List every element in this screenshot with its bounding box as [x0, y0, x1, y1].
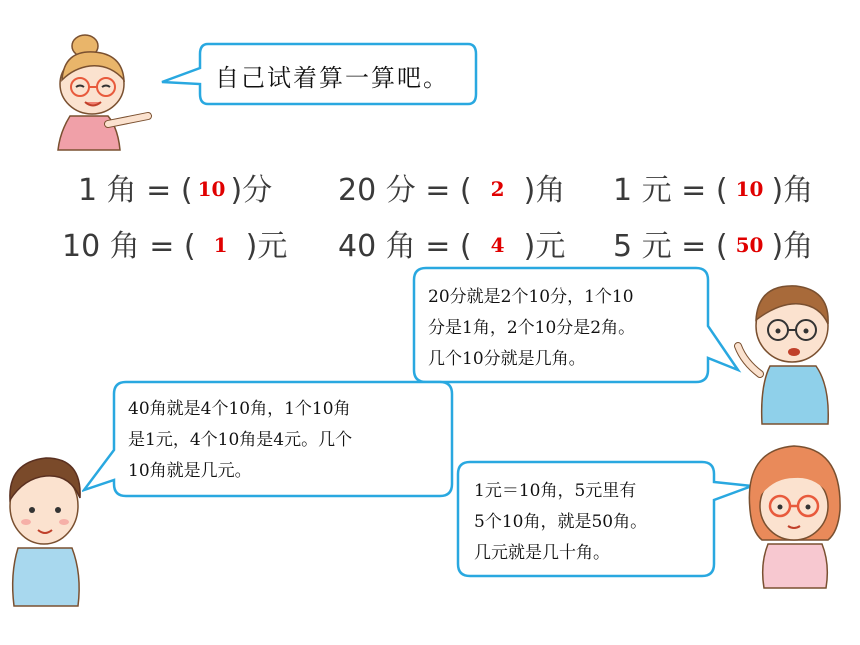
answer-value: 50	[735, 233, 764, 257]
bubble-line: 几元就是几十角。	[474, 543, 610, 563]
bubble-line: 分是1角，2个10分是2角。	[428, 318, 636, 338]
bubble-line: 10角就是几元。	[128, 461, 252, 481]
answer-value: 1	[213, 233, 228, 257]
answer-value: 10	[197, 177, 226, 201]
girl-with-bun-illustration	[50, 32, 160, 152]
bubble-line: 1元＝10角，5元里有	[474, 481, 637, 501]
boy-illustration	[0, 448, 90, 608]
answer-value: 10	[735, 177, 764, 201]
bubble-line: 20分就是2个10分，1个10	[428, 287, 634, 307]
boy-with-glasses-illustration	[730, 276, 840, 426]
equation-2: 20 分 = ( 2 )角	[338, 173, 566, 208]
equation-6: 5 元 = ( 50 )角	[613, 229, 814, 264]
bubble-line: 是1元，4个10角是4元。几个	[128, 430, 353, 450]
equation-3: 1 元 = ( 10 )角	[613, 173, 814, 208]
equation-5: 40 角 = ( 4 )元	[338, 229, 566, 264]
girl-with-glasses-illustration	[742, 440, 847, 590]
bubble-line: 几个10分就是几角。	[428, 349, 586, 369]
top-bubble-text: 自己试着算一算吧。	[215, 64, 449, 92]
bubble-line: 5个10角，就是50角。	[474, 512, 648, 532]
bubble-line: 40角就是4个10角，1个10角	[128, 399, 351, 419]
equation-4: 10 角 = ( 1 )元	[62, 229, 288, 264]
equation-1: 1 角 = ( 10 )分	[78, 173, 273, 208]
answer-value: 4	[490, 233, 505, 257]
answer-value: 2	[490, 177, 505, 201]
